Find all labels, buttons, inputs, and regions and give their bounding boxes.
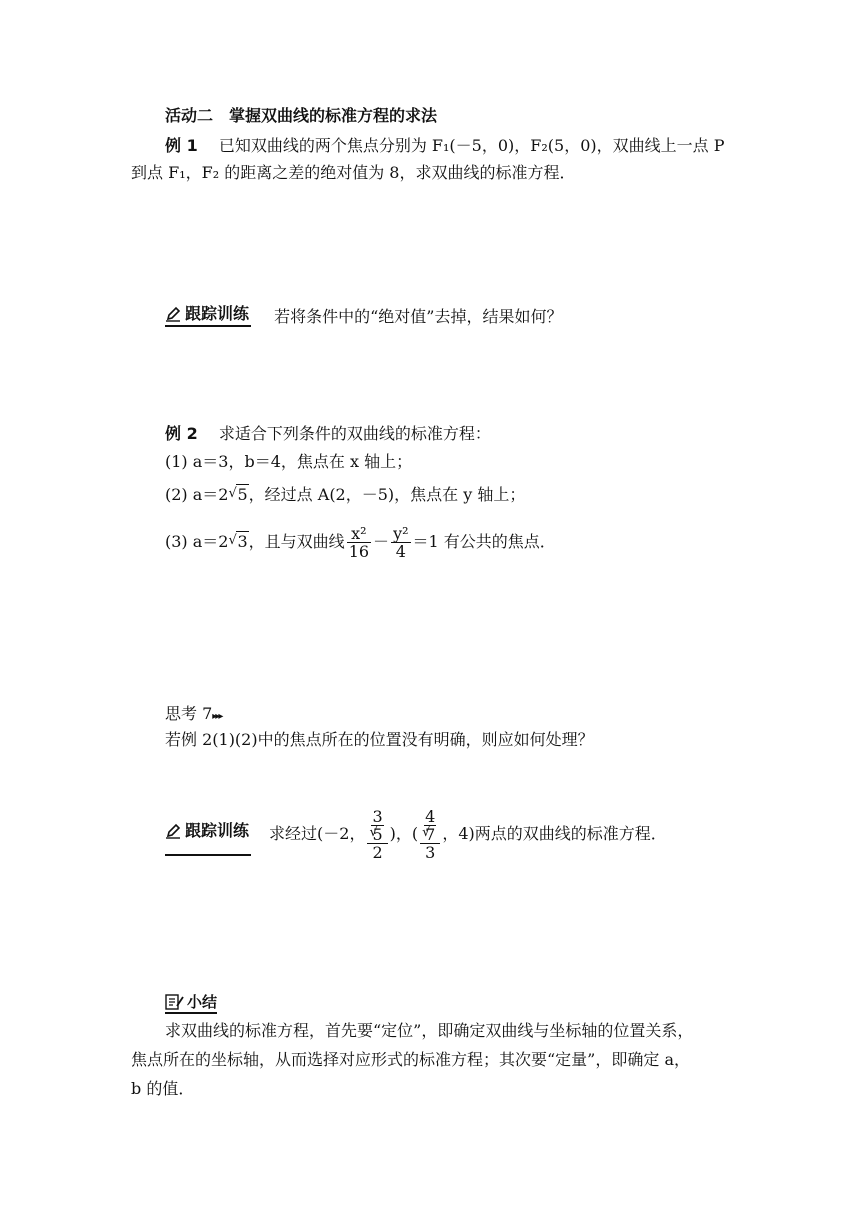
frac-num — [420, 808, 440, 844]
item-3-prefix: (3) a＝2 — [165, 532, 229, 551]
fraction-y2-4 — [391, 525, 410, 560]
arrow-icon: ▸▸▸ — [212, 711, 222, 722]
example-1-label: 例 1 — [165, 136, 198, 155]
item-2-prefix: (2) a＝2 — [165, 485, 229, 504]
think-7-title — [165, 704, 221, 727]
item-3-mid: ，且与双曲线 — [248, 532, 345, 551]
example-2-item-1: (1) a＝3，b＝4，焦点在 x 轴上； — [165, 452, 413, 471]
summary-badge-label: 小结 — [187, 993, 218, 1011]
followup-2-prefix: 求经过(－2， — [269, 824, 366, 843]
example-2-intro: 求适合下列条件的双曲线的标准方程： — [218, 424, 491, 443]
frac-den: 4 — [395, 542, 406, 561]
example-2-label: 例 2 — [165, 424, 198, 443]
followup-badge-label: 跟踪训练 — [185, 821, 250, 840]
example-2-item-3 — [165, 520, 556, 564]
summary-line-2: 焦点所在的坐标轴，从而选择对应形式的标准方程；其次要“定量”，即确定 a， — [131, 1050, 690, 1069]
coef: 4 — [425, 807, 436, 826]
followup-1-text: 若将条件中的“绝对值”去掉，结果如何？ — [274, 307, 563, 326]
notebook-pencil-icon — [165, 993, 185, 1011]
radicand: √ 7 — [425, 825, 436, 844]
sqrt-7 — [422, 825, 438, 843]
followup-2-suffix: ，4)两点的双曲线的标准方程． — [442, 824, 667, 843]
radicand: √ 5 — [372, 825, 383, 844]
frac-den: 3 — [425, 843, 436, 862]
item-3-radicand: 3 — [237, 532, 248, 551]
followup-badge-label: 跟踪训练 — [185, 304, 250, 323]
sqrt-5 — [228, 485, 248, 505]
summary-header — [165, 992, 217, 1016]
fraction-4sqrt7-3 — [420, 808, 440, 861]
frac-den: 2 — [372, 843, 383, 862]
fraction-x2-16 — [347, 525, 371, 560]
pencil-icon — [165, 306, 181, 322]
think-7-label: 思考 7 — [165, 704, 213, 723]
fraction-3sqrt5-2 — [367, 808, 387, 861]
followup-badge — [165, 809, 251, 856]
pencil-icon — [165, 823, 181, 839]
sqrt-5 — [369, 825, 385, 843]
think-7-text: 若例 2(1)(2)中的焦点所在的位置没有明确，则应如何处理？ — [165, 730, 594, 749]
followup-badge — [165, 304, 251, 327]
example-1-line-1 — [165, 136, 724, 156]
summary-badge — [165, 992, 217, 1014]
item-2-radicand: 5 — [237, 485, 248, 504]
frac-num: y² — [393, 524, 409, 543]
frac-num — [367, 808, 387, 844]
activity-title: 活动二 掌握双曲线的标准方程的求法 — [165, 106, 438, 125]
followup-2 — [165, 808, 667, 861]
frac-num: x² — [347, 525, 371, 543]
example-1-line-2: 到点 F₁，F₂ 的距离之差的绝对值为 8，求双曲线的标准方程． — [131, 163, 576, 182]
followup-1 — [165, 304, 562, 327]
item-3-suffix: ＝1 有公共的焦点． — [412, 532, 556, 551]
example-2-item-2 — [165, 485, 525, 505]
followup-2-mid: )，( — [389, 824, 419, 843]
minus-sign: － — [373, 532, 390, 551]
item-2-suffix: ，经过点 A(2，－5)，焦点在 y 轴上； — [248, 485, 526, 504]
coef: 3 — [372, 807, 383, 826]
sqrt-3 — [228, 520, 248, 564]
summary-line-1: 求双曲线的标准方程，首先要“定位”，即确定双曲线与坐标轴的位置关系， — [165, 1021, 694, 1040]
example-2-line — [165, 424, 491, 444]
summary-line-3: b 的值． — [131, 1079, 195, 1098]
example-1-text-1: 已知双曲线的两个焦点分别为 F₁(－5，0)，F₂(5，0)，双曲线上一点 P — [218, 136, 725, 155]
frac-den: 16 — [348, 542, 370, 561]
